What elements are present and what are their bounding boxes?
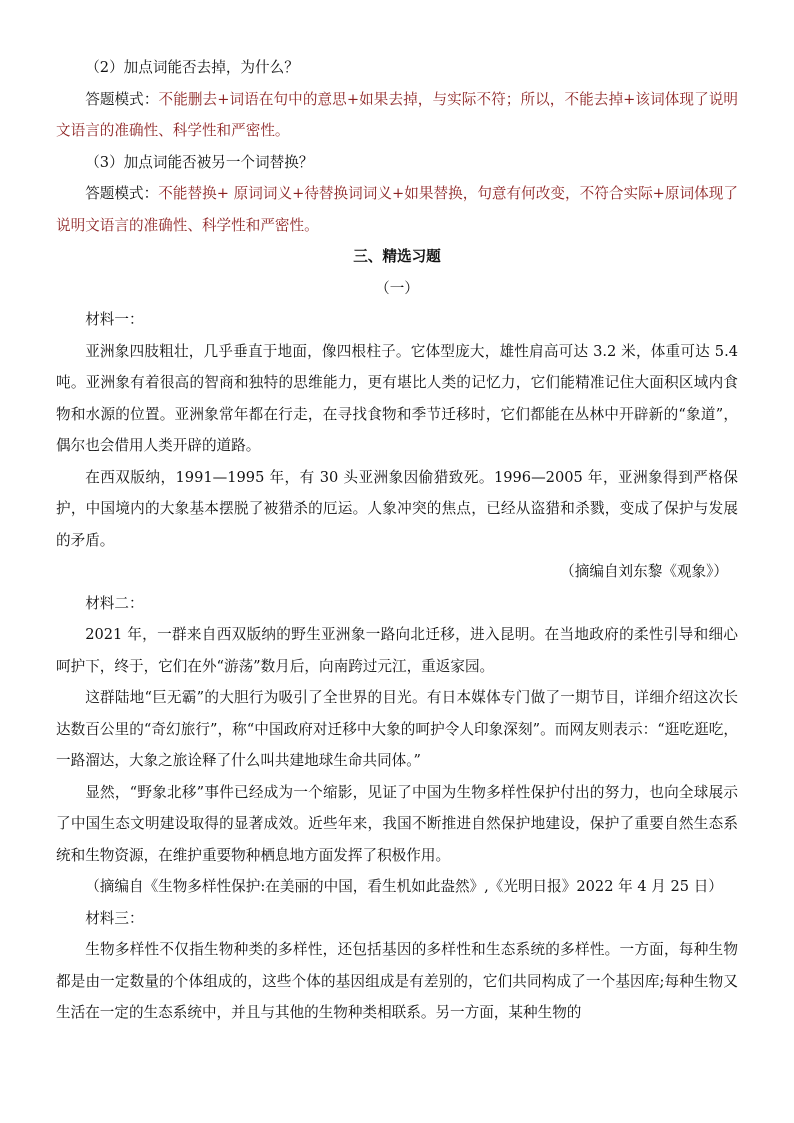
material-2-source: （摘编自《生物多样性保护:在美丽的中国，看生机如此盎然》,《光明日报》2022 年 4 月 25 日） — [85, 878, 723, 895]
section-title: 三、精选习题 — [353, 248, 441, 265]
material-1-label: 材料一： — [85, 311, 144, 328]
question-2: （2）加点词能否去掉，为什么？ — [85, 59, 299, 76]
answer-2-text: 不能删去+词语在句中的意思+如果去掉，与实际不符；所以，不能去掉+该词体现了说明文语言的准确性、科学性和严密性。 — [56, 90, 738, 139]
material-3-label: 材料三： — [85, 909, 144, 927]
material-2-para-1: 2021 年，一群来自西双版纳的野生亚洲象一路向北迁移，进入昆明。在当地政府的柔性引导和细心呵护下，终于，它们在外“游荡”数月后，向南跨过元江，重返家园。 — [56, 626, 738, 675]
material-1-para-1: 亚洲象四肢粗壮，几乎垂直于地面，像四根柱子。它体型庞大，雄性肩高可达 3.2 米，体重可达 5.4 吨。亚洲象有着很高的智商和独特的思维能力，更有堪比人类的记忆力，它们能精准记住大面积区域内食物和水源的位置。亚洲象常年都在行走，在寻找食物和季节迁移时，它们都能在丛林中开辟新的“象道”，偶尔也会借用人类开辟的道路。 — [56, 342, 738, 454]
material-2-para-2: 这群陆地“巨无霸”的大胆行为吸引了全世界的目光。有日本媒体专门做了一期节目，详细介绍这次长达数百公里的“奇幻旅行”，称“中国政府对迁移中大象的呵护令人印象深刻”。而网友则表示：“逛吃逛吃，一路溜达，大象之旅诠释了什么叫共建地球生命共同体。” — [56, 689, 738, 769]
material-2-para-3: 显然，“野象北移”事件已经成为一个缩影，见证了中国为生物多样性保护付出的努力，也向全球展示了中国生态文明建设取得的显著成效。近些年来，我国不断推进自然保护地建设，保护了重要自然生态系统和生物资源，在维护重要物种栖息地方面发挥了积极作用。 — [56, 783, 738, 864]
sub-title: （一） — [375, 279, 419, 297]
document-page — [56, 52, 738, 1029]
material-3-para-1: 生物多样性不仅指生物种类的多样性，还包括基因的多样性和生态系统的多样性。一方面，每种生物都是由一定数量的个体组成的，这些个体的基因组成是有差别的，它们共同构成了一个基因库;每种生物又生活在一定的生态系统中，并且与其他的生物种类相联系。另一方面，某种生物的 — [56, 941, 738, 1021]
answer-2 — [56, 84, 738, 147]
answer-2-label: 答题模式： — [85, 90, 159, 108]
material-2-label: 材料二： — [85, 594, 144, 612]
material-1-source: （摘编自刘东黎《观象》） — [560, 563, 728, 580]
answer-3 — [56, 178, 738, 241]
answer-3-text: 不能替换+ 原词词义+待替换词词义+如果替换，句意有何改变，不符合实际+原词体现了说明文语言的准确性、科学性和严密性。 — [56, 185, 738, 234]
answer-3-label: 答题模式： — [85, 185, 159, 202]
material-1-para-2: 在西双版纳，1991—1995 年，有 30 头亚洲象因偷猎致死。1996—2005 年，亚洲象得到严格保护，中国境内的大象基本摆脱了被猎杀的厄运。人象冲突的焦点，已经从盗猎和杀戮，变成了保护与发展的矛盾。 — [56, 468, 738, 549]
question-3: （3）加点词能否被另一个词替换？ — [85, 153, 314, 171]
